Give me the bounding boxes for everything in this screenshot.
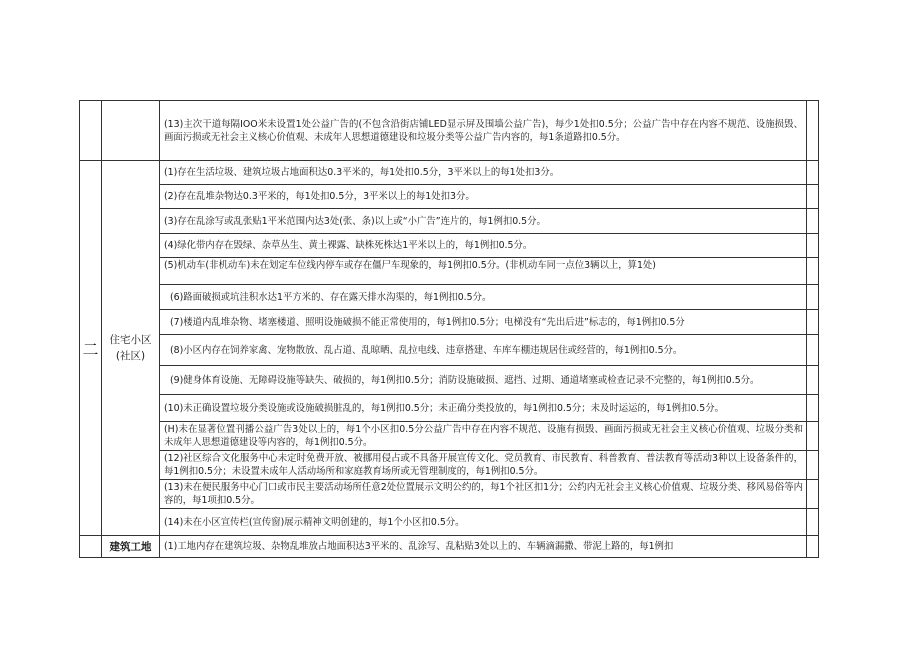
score-cell (807, 234, 819, 258)
table-row (80, 161, 819, 185)
score-cell (807, 185, 819, 209)
section-category: 建筑工地 (102, 536, 160, 558)
table-row (80, 422, 819, 451)
criteria-text: (1)工地内存在建筑垃圾、杂物乱堆放占地面积达3平米的、乱涂写、乱粘贴3处以上的、车辆滴漏撒、带泥上路的，每1例扣 (164, 541, 674, 552)
criteria-text: (2)存在乱堆杂物达0.3平米的，每1处扣0.5分，3平米以上的每1处扣3分。 (164, 191, 475, 202)
criteria-text: (8)小区内存在饲养家禽、宠物散放、乱占道、乱晾晒、乱拉电线、违章搭建、车库车棚违规居住或经营的，每1例扣0.5分。 (170, 344, 683, 356)
number-cell (80, 536, 102, 558)
score-cell (807, 209, 819, 234)
criteria-text: (H)未在显著位置刊播公益广告3处以上的，每1个小区扣0.5分公益广告中存在内容不规范、设施有损毁、画面污损或无社会主义核心价值观、垃圾分类和未成年人思想道德建设等内容的，每1例扣0.5分。 (164, 424, 803, 448)
table-row (80, 285, 819, 310)
category-line: 住宅小区 (109, 334, 152, 346)
criteria-text: (9)健身体育设施、无障碍设施等缺失、破损的，每1例扣0.5分；消防设施破损、遮挡、过期、通道堵塞或检查记录不完整的，每1例扣0.5分。 (170, 374, 760, 386)
table-row (80, 536, 819, 558)
section-number: 二 (80, 161, 102, 536)
score-cell (807, 285, 819, 310)
score-cell (807, 101, 819, 161)
table-row (80, 310, 819, 335)
criteria-text: (6)路面破损或坑洼积水达1平方米的、存在露天排水沟渠的，每1例扣0.5分。 (170, 291, 492, 303)
criteria-text: (12)社区综合文化服务中心未定时免费开放、被挪用侵占或不具备开展宣传文化、党员教育、市民教育、科普教育、普法教育等活动3种以上设备条件的，每1例扣0.5分；未设置未成年人活动场所和家庭教育场所或无管理制度的，每1例扣0.5分。 (164, 453, 803, 477)
score-cell (807, 258, 819, 285)
score-cell (807, 335, 819, 366)
score-cell (807, 161, 819, 185)
table-row (80, 451, 819, 480)
category-line: (社区) (115, 350, 146, 362)
criteria-text: (10)未正确设置垃圾分类设施或设施破损脏乱的，每1例扣0.5分；未正确分类投放的，每1例扣0.5分；未及时运运的，每1例扣0.5分。 (164, 402, 724, 414)
criteria-text: (13)未在便民服务中心门口或市民主要活动场所任意2处位置展示文明公约的，每1个社区扣1分；公约内无社会主义核心价值观、垃圾分类、移风易俗等内容的，每1项扣0.5分。 (164, 482, 803, 506)
table-row (80, 366, 819, 395)
score-cell (807, 422, 819, 451)
score-cell (807, 395, 819, 422)
criteria-text: (5)机动车(非机动车)未在划定车位线内停车或存在僵尸车现象的，每1例扣0.5分。(非机动车同一点位3辆以上，算1处) (164, 260, 656, 271)
table-row (80, 209, 819, 234)
category-cell (102, 101, 160, 161)
table-row (80, 509, 819, 536)
criteria-text: (13)主次干道每隔IOO米未设置1处公益广告的(不包含沿街店铺LED显示屏及围墙公益广告)，每少1处扣0.5分；公益广告中存在内容不规范、设施损毁、画面污损或无社会主义核心价值观、未成年人思想道德建设和垃圾分类等公益广告内容的，每1条道路扣0.5分。 (164, 118, 803, 143)
table-row (80, 185, 819, 209)
table-row (80, 258, 819, 285)
section-category (102, 161, 160, 536)
criteria-text: (7)楼道内乱堆杂物、堵塞楼道、照明设施破损不能正常使用的，每1例扣0.5分；电梯没有“先出后进”标志的，每1例扣0.5分 (170, 316, 685, 328)
table-row (80, 234, 819, 258)
number-cell (80, 101, 102, 161)
criteria-cell (160, 101, 807, 161)
criteria-text: (4)绿化带内存在毁绿、杂草丛生、黄土裸露、缺株死株达1平米以上的，每1例扣0.5分。 (164, 240, 533, 251)
score-cell (807, 366, 819, 395)
scoring-table (79, 100, 819, 558)
score-cell (807, 451, 819, 480)
criteria-text: (1)存在生活垃圾、建筑垃圾占地面积达0.3平米的，每1处扣0.5分，3平米以上的每1处扣3分。 (164, 167, 560, 178)
score-cell (807, 536, 819, 558)
table-row (80, 480, 819, 509)
criteria-text: (14)未在小区宣传栏(宣传窗)展示精神文明创建的，每1个小区扣0.5分。 (164, 516, 465, 528)
score-cell (807, 310, 819, 335)
score-cell (807, 509, 819, 536)
table-row (80, 395, 819, 422)
table-row (80, 335, 819, 366)
score-cell (807, 480, 819, 509)
criteria-text: (3)存在乱涂写或乱张贴1平米范围内达3处(张、条)以上或“小广告”连片的，每1例扣0.5分。 (164, 215, 546, 227)
table-row (80, 101, 819, 161)
